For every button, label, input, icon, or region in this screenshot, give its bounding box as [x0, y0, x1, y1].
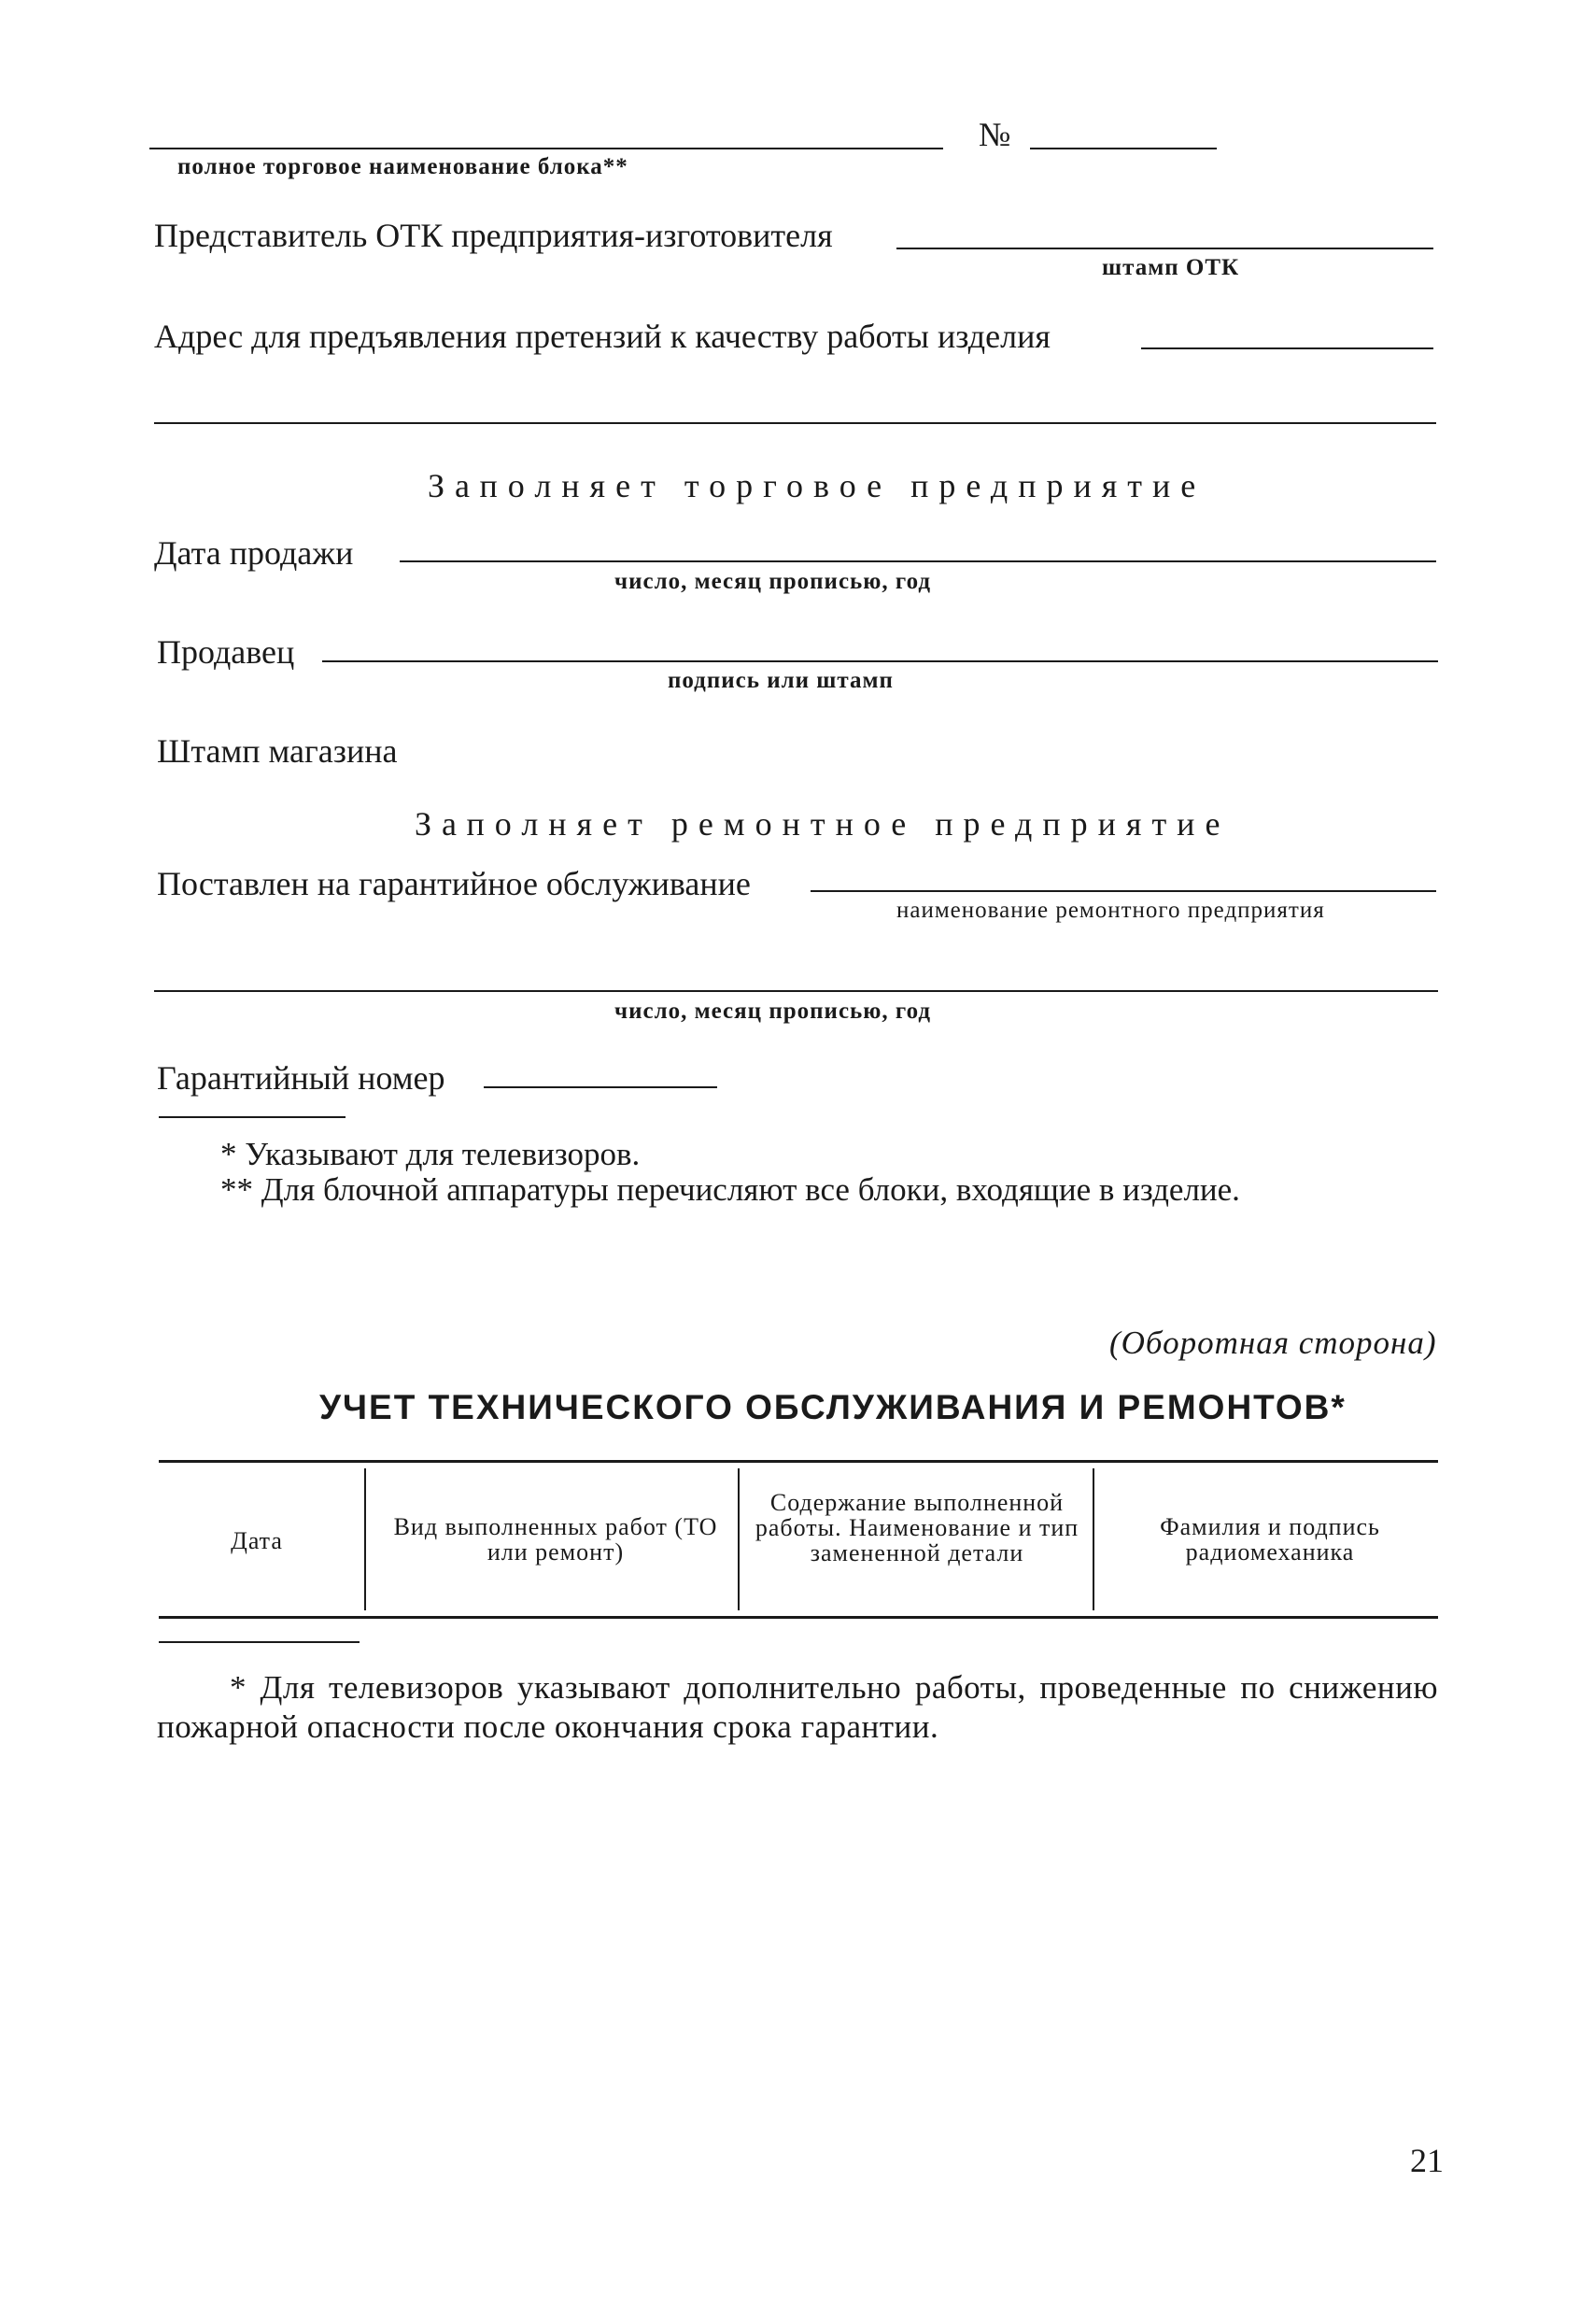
number-sign: №: [979, 116, 1011, 153]
footnote-2: ** Для блочной аппаратуры перечисляют все блоки, входящие в изделие.: [220, 1171, 1240, 1208]
shop-stamp-label: Штамп магазина: [157, 732, 398, 770]
footnote-1: * Указывают для телевизоров.: [220, 1136, 641, 1172]
sale-date-line: [400, 560, 1436, 562]
seller-caption: подпись или штамп: [668, 668, 894, 693]
warranty-number-label: Гарантийный номер: [157, 1059, 445, 1097]
table-footnote: * Для телевизоров указывают дополнительно работы, проведенные по снижению пожарной опасности после окончания срока гарантии.: [157, 1669, 1438, 1745]
table-header-work-content: Содержание выполненной работы. Наименование и тип замененной детали: [755, 1489, 1079, 1566]
service-caption: наименование ремонтного предприятия: [896, 898, 1325, 923]
table-col-divider-3: [1093, 1468, 1094, 1610]
service-date-caption: число, месяц прописью, год: [614, 999, 932, 1024]
claims-line: [1141, 347, 1433, 349]
service-label: Поставлен на гарантийное обслуживание: [157, 865, 751, 902]
table-footnote-separator: [159, 1641, 360, 1643]
seller-label: Продавец: [157, 633, 295, 671]
block-name-line: [149, 148, 943, 149]
page-number: 21: [1410, 2142, 1444, 2179]
table-bottom-rule: [159, 1616, 1438, 1619]
table-col-divider-1: [364, 1468, 366, 1610]
claims-label: Адрес для предъявления претензий к качеству работы изделия: [154, 318, 1051, 355]
sale-date-caption: число, месяц прописью, год: [614, 569, 932, 594]
sale-date-label: Дата продажи: [154, 534, 354, 572]
claims-line-2: [154, 422, 1436, 424]
number-line: [1030, 148, 1217, 149]
block-name-caption: полное торговое наименование блока**: [177, 154, 628, 179]
table-header-work-type: Вид выполненных работ (ТО или ремонт): [393, 1513, 718, 1566]
table-title: УЧЕТ ТЕХНИЧЕСКОГО ОБСЛУЖИВАНИЯ И РЕМОНТОВ*: [319, 1388, 1347, 1426]
service-date-line: [154, 990, 1438, 992]
otk-stamp-caption: штамп ОТК: [1102, 255, 1240, 280]
table-top-rule: [159, 1460, 1438, 1463]
otk-line: [896, 248, 1433, 249]
footnote-separator: [159, 1116, 346, 1118]
table-col-divider-2: [738, 1468, 740, 1610]
seller-line: [322, 660, 1438, 662]
table-header-date: Дата: [231, 1527, 283, 1554]
service-line: [811, 890, 1436, 892]
warranty-number-line: [484, 1086, 717, 1088]
table-header-mechanic: Фамилия и подпись радиомеханика: [1160, 1513, 1380, 1566]
reverse-side-label: (Оборотная сторона): [1109, 1325, 1437, 1361]
otk-label: Представитель ОТК предприятия-изготовителя: [154, 217, 833, 254]
trade-section-heading: Заполняет торговое предприятие: [428, 467, 1206, 504]
repair-section-heading: Заполняет ремонтное предприятие: [415, 805, 1231, 843]
